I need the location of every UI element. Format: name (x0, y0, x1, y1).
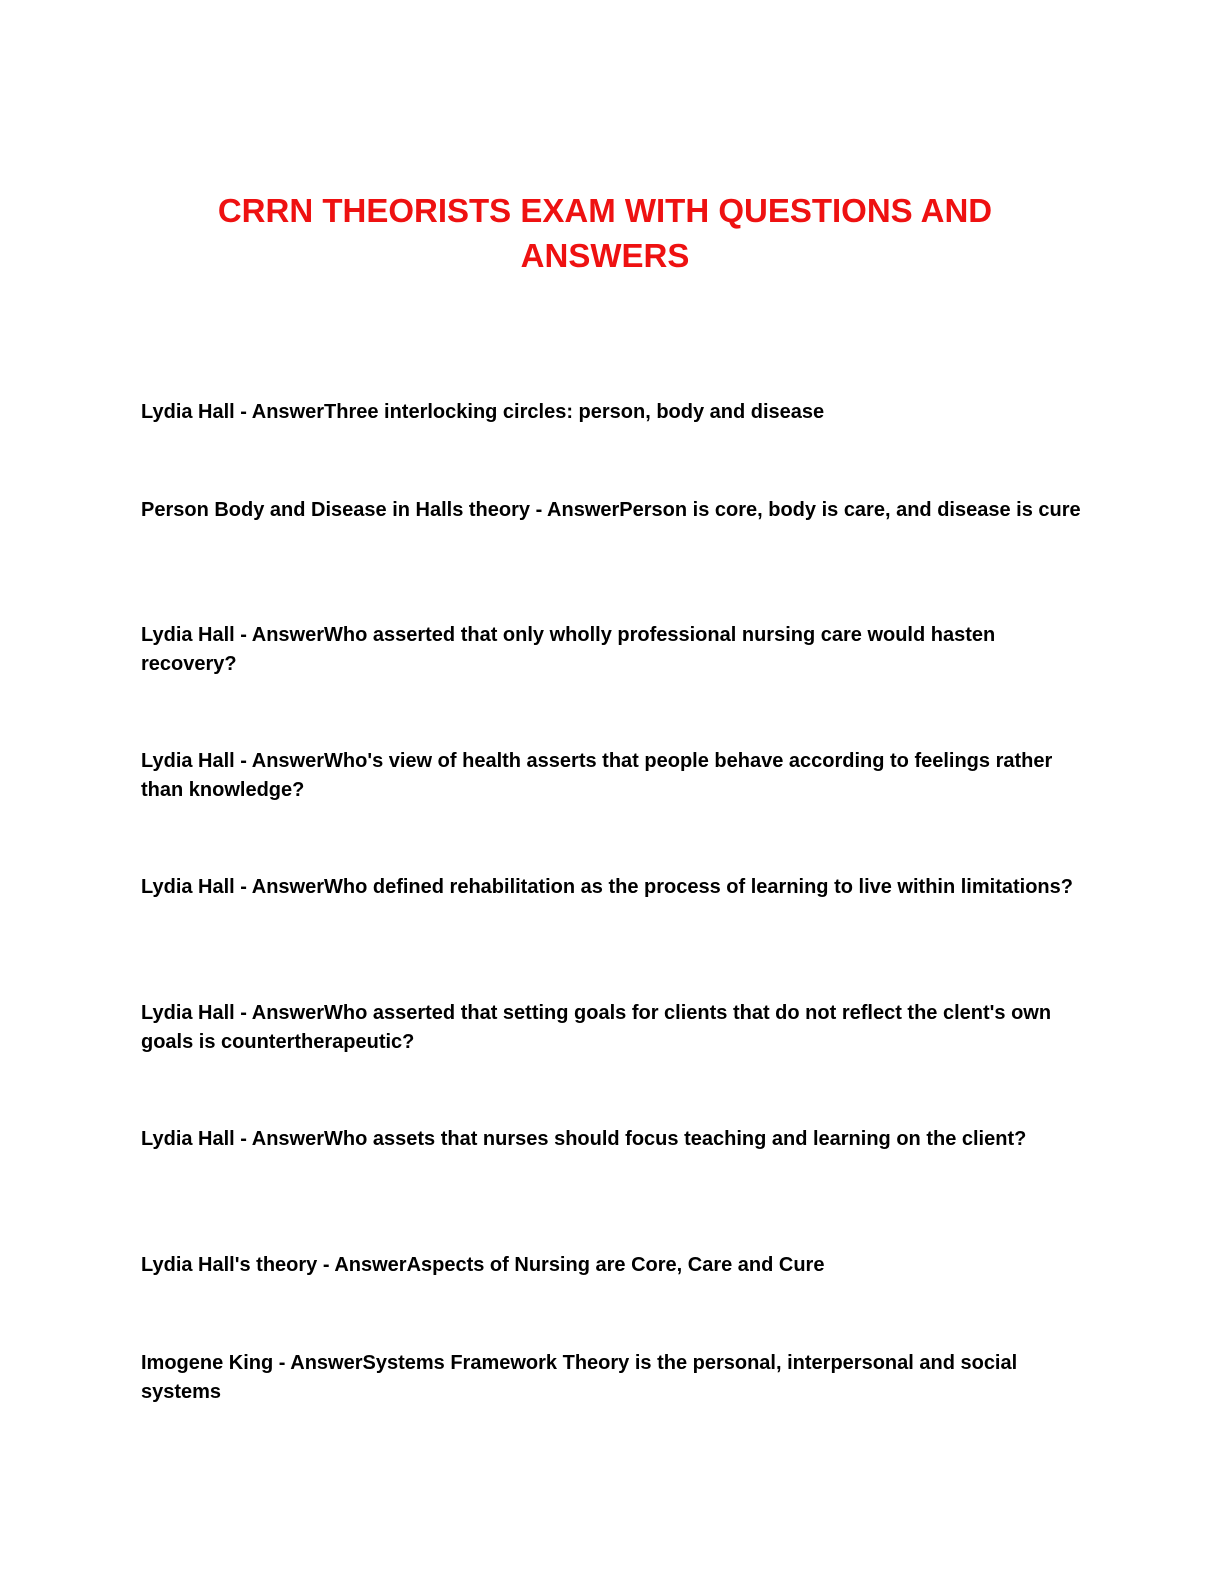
qa-item: Lydia Hall - AnswerThree interlocking circles: person, body and disease (141, 401, 825, 423)
qa-item: Lydia Hall - AnswerWho's view of health asserts that people behave according to feelings rather than knowledge? (141, 750, 1053, 801)
qa-item: Person Body and Disease in Halls theory - AnswerPerson is core, body is care, and disease is cure (141, 499, 1081, 521)
qa-item: Lydia Hall - AnswerWho asserted that only wholly professional nursing care would hasten recovery? (141, 624, 996, 675)
document-title: CRRN THEORISTS EXAM WITH QUESTIONS AND ANSWERS (217, 192, 993, 274)
qa-item: Lydia Hall - AnswerWho asserted that setting goals for clients that do not reflect the clent's own goals is countertherapeutic? (141, 1002, 1052, 1053)
qa-item: Imogene King - AnswerSystems Framework Theory is the personal, interpersonal and social systems (141, 1352, 1018, 1403)
qa-item: Lydia Hall - AnswerWho assets that nurses should focus teaching and learning on the client? (141, 1128, 1027, 1150)
qa-item: Lydia Hall's theory - AnswerAspects of Nursing are Core, Care and Cure (141, 1254, 825, 1276)
qa-item: Lydia Hall - AnswerWho defined rehabilitation as the process of learning to live within limitations? (141, 876, 1073, 898)
